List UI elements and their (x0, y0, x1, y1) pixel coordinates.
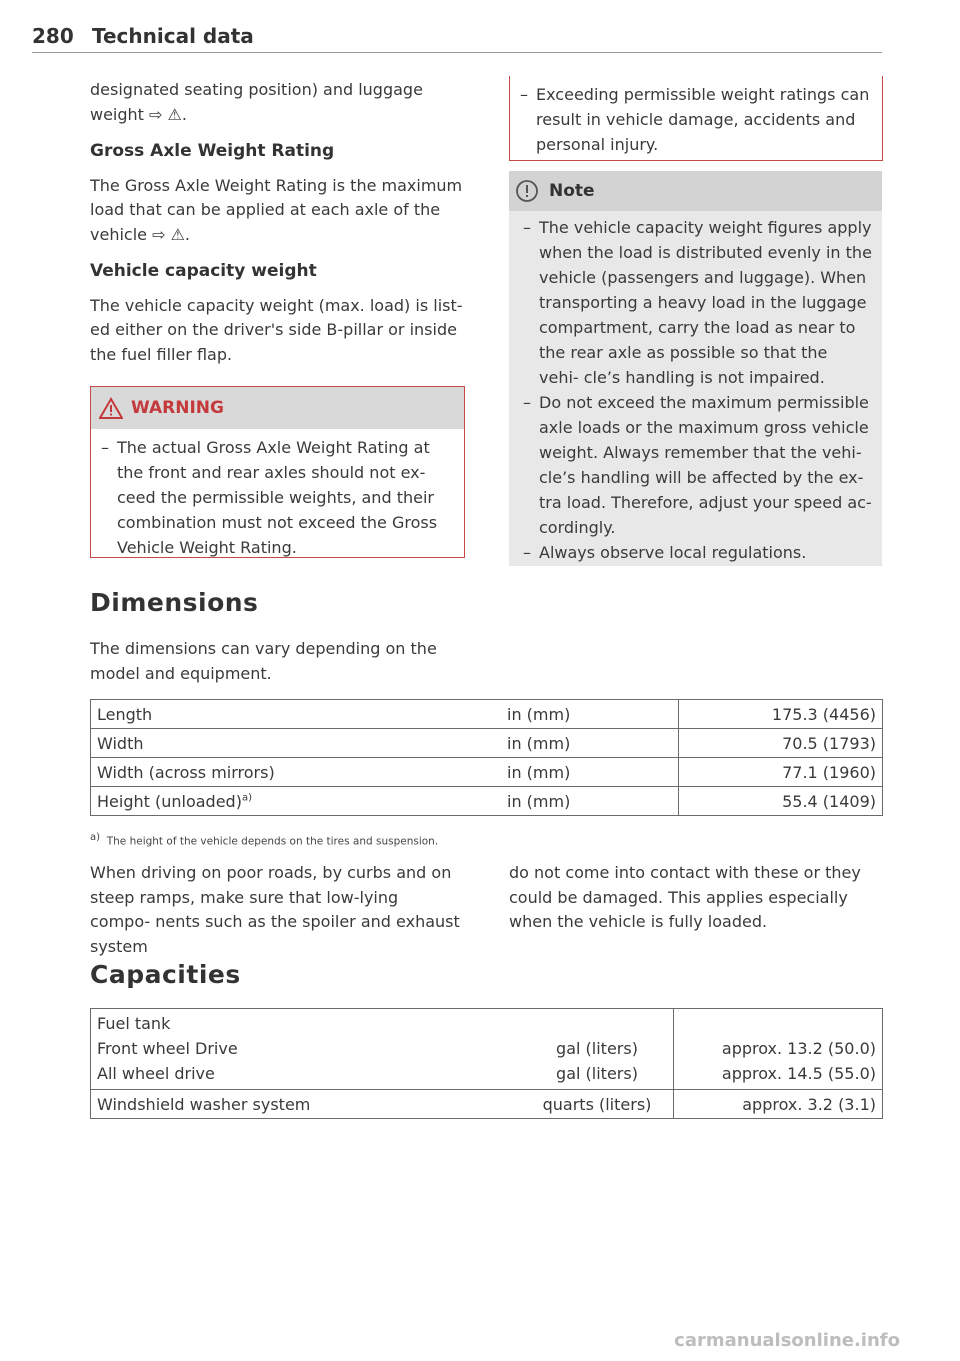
note-box (509, 171, 882, 566)
dim-label: Width (91, 729, 502, 758)
capacities-heading-wrap (90, 960, 241, 989)
dim-label: Length (91, 700, 502, 729)
dimensions-table (90, 699, 883, 816)
table-row (91, 700, 883, 729)
list-item: – The vehicle capacity weight figures apply when the load is distributed evenly in the vehicle (passengers and luggage). When transporting a heavy load in the luggage compartment, carry the load as near to the rear axle as possible so that the vehi- cle’s handling is not impaired. (523, 215, 872, 390)
fwd-label: Front wheel Drive (97, 1039, 238, 1058)
note-item-text: Do not exceed the maximum permissible axle loads or the maximum gross vehicle weight. Always remember that the vehi- cle’s handling will be affected by the ex- tra load. Therefore, adjust your speed ac- cordingly. (539, 393, 872, 537)
list-item: – Always observe local regulations. (523, 540, 872, 565)
fuel-label: Fuel tank (97, 1014, 171, 1033)
intro-text: designated seating position) and luggage weight ⇨ ⚠. (90, 80, 423, 124)
warning-item-text: The actual Gross Axle Weight Rating at the front and rear axles should not ex- ceed the permissible weights, and their combination must not exceed the Gross Vehicle Weight Rating. (117, 438, 438, 557)
note-item-text: The vehicle capacity weight figures apply when the load is distributed evenly in the vehicle (passengers and luggage). When transporting a heavy load in the luggage compartment, carry the load as near to the rear axle as possible so that the vehi- cle’s handling is not impaired. (539, 218, 872, 387)
dim-unit: in (mm) (501, 729, 679, 758)
watermark: carmanualsonline.info (674, 1330, 900, 1351)
info-circle-icon (515, 179, 539, 203)
dim-value: 175.3 (4456) (679, 700, 883, 729)
footnote-text: The height of the vehicle depends on the tires and suspension. (106, 835, 439, 848)
warning-header (91, 387, 464, 429)
list-item: – Do not exceed the maximum permissible axle loads or the maximum gross vehicle weight. Always remember that the vehi- cle’s handling will be affected by the ex- tra load. Therefore, adjust your speed ac- cordingly. (523, 390, 872, 540)
table-row (91, 1090, 883, 1119)
footnote (90, 832, 790, 848)
note-header (509, 171, 882, 211)
driving-text-right: do not come into contact with these or they could be damaged. This applies especially when the vehicle is fully loaded. (509, 863, 861, 931)
fuel-cell (91, 1009, 674, 1090)
awd-label: All wheel drive (97, 1064, 215, 1083)
fwd-unit: gal (liters) (556, 1039, 638, 1058)
capacities-table (90, 1008, 883, 1119)
vcw-text: The vehicle capacity weight (max. load) is list- ed either on the driver's side B-pillar or inside the fuel filler flap. (90, 295, 463, 364)
page-header (32, 22, 882, 53)
table-row (91, 758, 883, 787)
warning-triangle-icon (99, 397, 123, 419)
table-row (91, 787, 883, 816)
fwd-value: approx. 13.2 (50.0) (721, 1039, 876, 1058)
warning-title: WARNING (131, 398, 224, 418)
warning-box-continued (509, 76, 883, 161)
page-number: 280 (32, 24, 74, 48)
dim-value: 55.4 (1409) (679, 787, 883, 816)
footnote-mark: a) (90, 832, 101, 843)
note-title: Note (549, 181, 595, 201)
table-row (91, 729, 883, 758)
table-row (91, 1009, 883, 1090)
gawr-text: The Gross Axle Weight Rating is the maximum load that can be applied at each axle of the vehicle ⇨ ⚠. (90, 175, 463, 244)
fuel-values (674, 1009, 883, 1090)
dim-unit: in (mm) (501, 758, 679, 787)
list-item: – The actual Gross Axle Weight Rating at the front and rear axles should not ex- ceed the permissible weights, and their combination must not exceed the Gross Vehicle Weight Rating. (101, 435, 454, 560)
dimensions-intro: The dimensions can vary depending on the model and equipment. (90, 639, 437, 683)
dimensions-heading-wrap (90, 588, 258, 617)
washer-unit: quarts (liters) (542, 1094, 652, 1114)
warning-box (90, 386, 465, 558)
section-title: Technical data (92, 24, 254, 48)
dim-label: Width (across mirrors) (91, 758, 502, 787)
dim-value: 77.1 (1960) (679, 758, 883, 787)
list-item: – Exceeding permissible weight ratings can result in vehicle damage, accidents and personal injury. (520, 82, 872, 157)
warning-cont-body (510, 76, 882, 163)
dim-value: 70.5 (1793) (679, 729, 883, 758)
capacities-heading: Capacities (90, 960, 241, 989)
warning-cont-text: Exceeding permissible weight ratings can result in vehicle damage, accidents and personal injury. (536, 85, 870, 154)
dim-unit: in (mm) (501, 787, 679, 816)
footnote-ref: a) (241, 792, 252, 804)
awd-value: approx. 14.5 (55.0) (721, 1064, 876, 1083)
dim-label-text: Height (unloaded) (97, 791, 242, 811)
driving-text-left: When driving on poor roads, by curbs and on steep ramps, make sure that low-lying compo- nents such as the spoiler and exhaust system (90, 863, 460, 956)
dim-label (91, 787, 502, 816)
note-item-text: Always observe local regulations. (539, 543, 807, 562)
awd-unit: gal (liters) (556, 1064, 638, 1083)
dim-unit: in (mm) (501, 700, 679, 729)
washer-label: Windshield washer system (97, 1094, 311, 1114)
washer-cell (91, 1090, 674, 1119)
vcw-heading: Vehicle capacity weight (90, 261, 317, 281)
note-body (509, 211, 882, 571)
left-column (90, 78, 464, 379)
warning-body (91, 429, 464, 566)
gawr-heading: Gross Axle Weight Rating (90, 141, 335, 161)
washer-value: approx. 3.2 (3.1) (674, 1090, 883, 1119)
dimensions-heading: Dimensions (90, 588, 259, 617)
